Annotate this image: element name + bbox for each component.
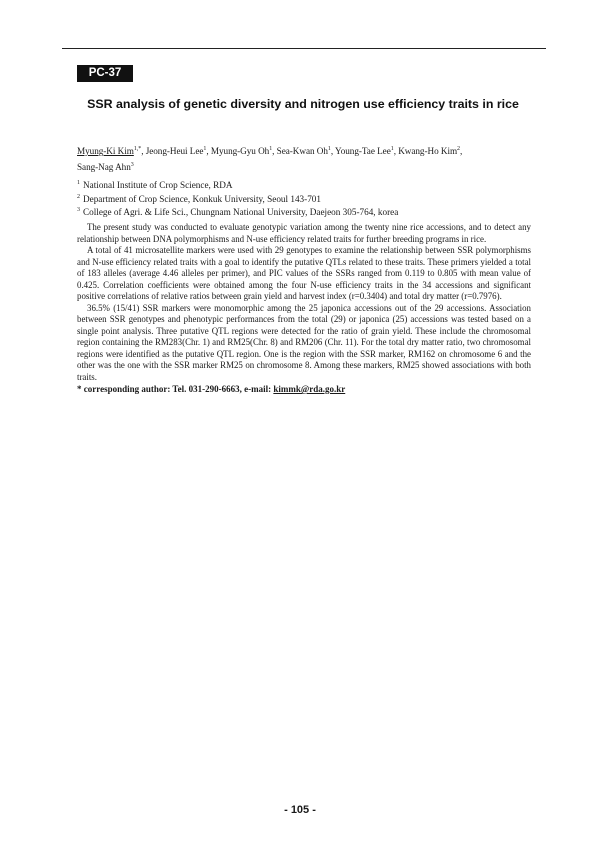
affiliation-item <box>77 192 537 206</box>
author-name: Jeong-Heui Lee <box>145 146 204 157</box>
author-affiliation-mark: 1,* <box>133 146 142 152</box>
affiliation-list <box>77 178 537 219</box>
abstract-body <box>77 222 531 383</box>
abstract-paragraph: The present study was conducted to evaluate genotypic variation among the twenty nine rice accessions, and to detect any relationship between DNA polymorphisms and N-use efficiency related traits for further breeding programs in rice. <box>77 222 531 244</box>
affiliation-item <box>77 178 537 192</box>
session-badge: PC-37 <box>77 65 133 82</box>
affiliation-text: College of Agri. & Life Sci., Chungnam National University, Daejeon 305-764, korea <box>83 207 399 218</box>
abstract-paragraph: 36.5% (15/41) SSR markers were monomorphic among the 25 japonica accessions out of the 29 accessions. Association between SSR genotypes and phenotypic performances from the total (29) or japonica (25) accessions was tested based on a single point analysis. Three putative QTL regions were detected for the ratio of grain yield. These include the chromosomal region containing the RM283(Chr. 1) and RM25(Chr. 8) and RM206 (Chr. 11). For the total dry matter ratio, two chromosomal regions were identified as the putative QTL region. One is the region with the SSR marker, RM162 on chromosome 6 and the other was the one with the SSR marker RM25 on chromosome 8. Among these markers, RM25 showed associations with both traits. <box>77 302 531 382</box>
affiliation-number: 1 <box>77 180 80 186</box>
corresponding-author-note <box>77 384 537 394</box>
corresponding-author-contact: * corresponding author: Tel. 031-290-6663, e-mail: <box>77 384 274 394</box>
affiliation-text: National Institute of Crop Science, RDA <box>83 180 233 191</box>
author-name: Young-Tae Lee <box>335 146 391 157</box>
author-name: Sang-Nag Ahn <box>77 162 131 173</box>
affiliation-number: 3 <box>77 207 80 214</box>
author-name: Sea-Kwan Oh <box>276 146 328 157</box>
affiliation-item <box>77 205 537 219</box>
paper-title: SSR analysis of genetic diversity and nitrogen use efficiency traits in rice <box>87 97 519 111</box>
affiliation-number: 2 <box>77 193 80 200</box>
author-list: Myung-Ki Kim$^{1,*}$, Jeong-Heui Lee$^1$, Myung-Gyu Oh$^1$, Sea-Kwan Oh$^1$, Young-Tae Lee$^1$, Kwang-Ho Kim$^2$, Sang-Nag Ahn$^3$ <box>77 146 463 173</box>
author-affiliation-mark: 1 <box>269 146 273 152</box>
author-name: Myung-Gyu Oh <box>210 146 270 157</box>
author-affiliation-mark: 3 <box>130 162 134 169</box>
corresponding-author-email-link[interactable]: kimmk@rda.go.kr <box>273 384 346 394</box>
author-name: Kwang-Ho Kim <box>398 146 458 157</box>
author-affiliation-mark: 2 <box>457 146 460 152</box>
author-affiliation-mark: 1 <box>203 146 207 152</box>
affiliation-text: Department of Crop Science, Konkuk University, Seoul 143-701 <box>83 193 321 204</box>
author-name: Myung-Ki Kim <box>77 146 134 157</box>
author-affiliation-mark: 1 <box>327 146 331 152</box>
page-number: - 105 - <box>284 804 316 816</box>
top-rule <box>62 48 546 49</box>
author-affiliation-mark: 1 <box>390 146 394 152</box>
abstract-paragraph: A total of 41 microsatellite markers were used with 29 genotypes to examine the relationship between SSR polymorphisms and N-use efficiency related traits with a goal to identify the putative QTLs related to these traits. These primers yielded a total of 183 alleles (average 4.46 alleles per primer), and PIC values of the SSRs ranged from 0.119 to 0.805 with mean value of 0.425. Correlation coefficients were obtained among the four N-use efficiency traits in the 34 accessions and significant positive correlations of relative ratios between grain yield and harvest index (r=0.3404) and total dry matter (r=0.7976). <box>77 245 531 301</box>
